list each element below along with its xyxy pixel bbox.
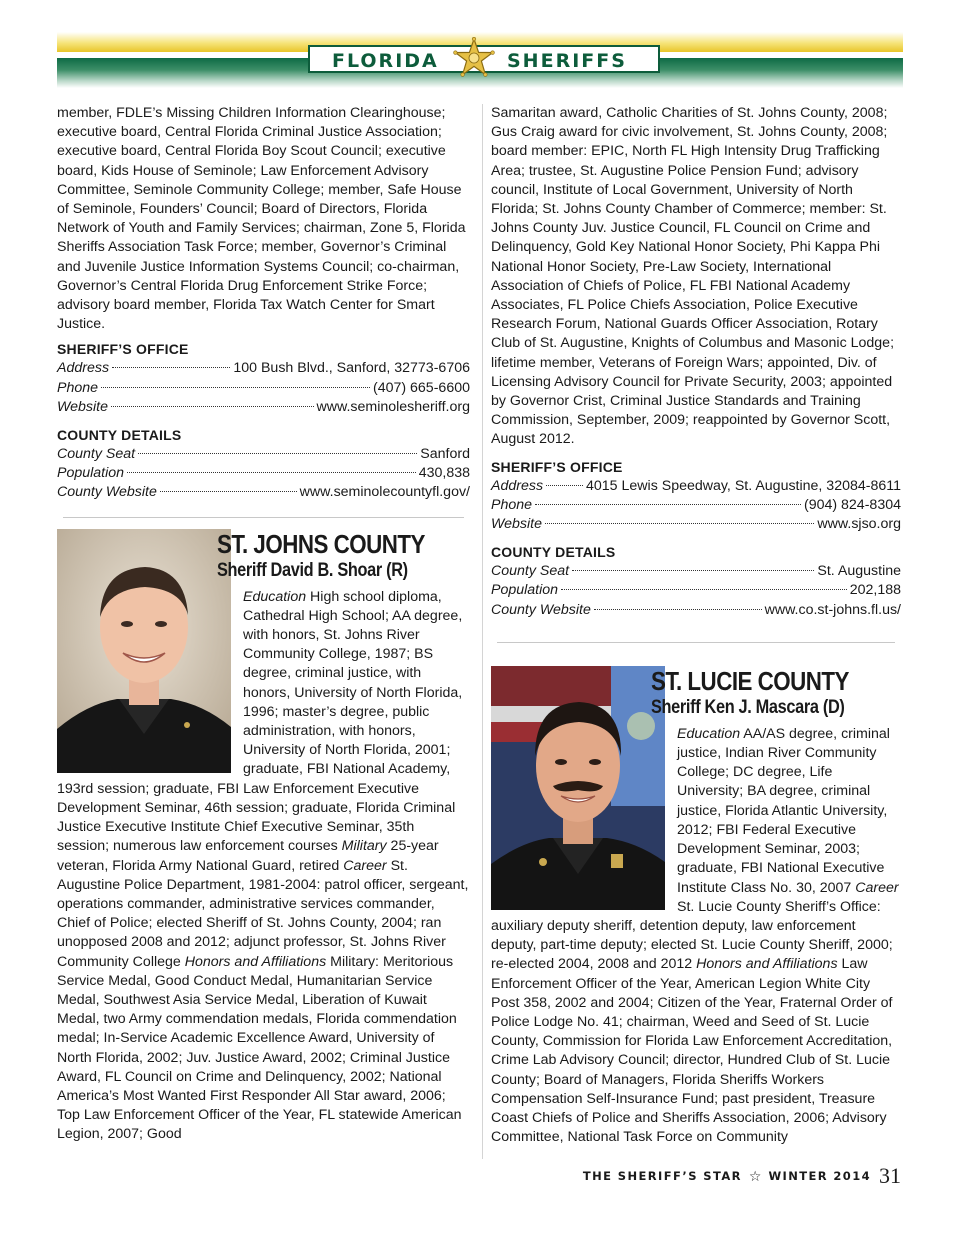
office-phone-row: Phone (407) 665-6600 [57,379,470,396]
county-details-heading: COUNTY DETAILS [491,544,616,561]
county-website-row: County Website www.co.st-johns.fl.us/ [491,601,901,618]
office-address-row: Address 4015 Lewis Speedway, St. Augustine, 32084-8611 [491,477,901,494]
sheriff-bio: Education AA/AS degree, criminal justice, Indian River Community College; DC degree, Life University; BA degree, criminal justice, Florida Atlantic University, 2012; FBI Federal Executive Development Seminar, 2003; graduate, FBI National Executive Institute Class No. 30, 2007 Career St. Lucie County Sheriff’s Office: auxiliary deputy sheriff, detention deputy, law enforcement deputy, part-time deputy; elected St. Lucie County Sheriff, 2000; re-elected 2004, 2008 and 2012 Honors and Affiliations Law Enforcement Officer of the Year, American Legion White City Post 358, 2002 and 2004; Citizen of the Year, Fraternal Order of Police Lodge No. 41; chairman, Weed and Seed of St. Lucie County, Commission for Florida Law Enforcement Accreditation, Crime Lab Advisory Council; director, Hundred Club of St. Lucie County; Board of Managers, Florida Sheriffs Workers Compensation Self-Insurance Fund; past president, Treasure Coast Chiefs of Police and Sheriffs Association, 2006; Advisory Committee, National Task Force on Community [491,725,899,1146]
county-website-row: County Website www.seminolecountyfl.gov/ [57,484,470,501]
profile-st-johns [57,529,470,1145]
sheriff-bio: Education High school diploma, Cathedral High School; AA degree, with honors, St. Johns River Community College, 1987; BS degree, criminal justice, with honors, University of North Florida, 1996; master’s degree, public administration, with honors, University of North Florida, 2001; graduate, FBI National Academy, 193rd session; graduate, FBI Law Enforcement Executive Development Seminar, 46th session; graduate, Florida Criminal Justice Executive Institute Chief Executive Seminar, 35th session; numerous law enforcement courses Military 25-year veteran, Florida Army National Guard, retired Career St. Augustine Police Department, 1981-2004: patrol officer, sergeant, operations commander, administrative services commander, Chief of Police; elected Sheriff of St. Johns County, 2004; ran unopposed 2008 and 2012; adjunct professor, St. Johns River Community College Honors and Affiliations Military: Meritorious Service Medal, Good Conduct Medal, Humanitarian Service Medal, Southwest Asia Service Medal, Liberation of Kuwait Medal, two Army commendation medals, Florida commendation medal; In-Service Academic Excellence Award, University of North Florida, 2002; Juv. Justice Award, 2002; Criminal Justice Award, FL Council on Crime and Delinquency, 2002; National America’s Most Wanted First Responder All Star award, 2006; Top Law Enforcement Officer of the Year, FL statewide American Legion, 2007; Good [57,588,469,1143]
star-outline-icon: ☆ [748,1167,762,1184]
sheriffs-office-heading: SHERIFF’S OFFICE [491,458,623,475]
page-number: 31 [879,1163,901,1188]
county-name: ST. JOHNS COUNTY [216,528,425,559]
banner-title-right: SHERIFFS [507,50,627,72]
section-divider [497,642,895,643]
county-name: ST. LUCIE COUNTY [650,665,849,696]
banner-title-left: FLORIDA [332,50,439,72]
county-seat-row: County Seat St. Augustine [491,563,901,580]
page-banner [57,32,903,88]
sheriff-star-icon [453,37,495,79]
sheriffs-office-heading: SHERIFF’S OFFICE [57,341,189,358]
office-address-row: Address 100 Bush Blvd., Sanford, 32773-6706 [57,360,470,377]
left-column [57,104,470,1145]
bio-continued: member, FDLE’s Missing Children Information Clearinghouse; executive board, Central Florida Criminal Justice Association; executive board, Central Florida Boy Scout Council; executive board, Kids House of Seminole; Law Enforcement Advisory Committee, Seminole Community College; member, Safe House of Seminole, Founders’ Council; Board of Directors, Florida Network of Youth and Family Services; chairman, Zone 5, Florida Sheriffs Association Task Force; member, Governor’s Criminal and Juvenile Justice Information Systems Council; co-chairman, Governor’s Central Florida Drug Enforcement Strike Force; advisory board member, Florida Tax Watch Center for Smart Justice. [57,105,466,333]
county-population-row: Population 430,838 [57,465,470,482]
office-phone-row: Phone (904) 824-8304 [491,496,901,513]
publication-name: THE SHERIFF’S STAR [582,1169,742,1183]
bio-continued: Samaritan award, Catholic Charities of St. Johns County, 2008; Gus Craig award for civic involvement, St. Johns County, 2008; board member: EPIC, North FL High Intensity Drug Trafficking Area; trustee, St. Augustine Police Pension Fund; advisory council, Institute of Local Government, University of North Florida; St. Johns County Chamber of Commerce; member: St. Johns County Juv. Justice Council, FL Council on Crime and Delinquency, Gold Key National Honor Society, Phi Kappa Phi National Honor Society, Pre-Law Society, International Association of Chiefs of Police, FL FBI National Academy Associates, FL Police Chiefs Association, Police Executive Research Forum, National Guards Officer Association, Rotary Club of St. Augustine, Knights of Columbus and Masonic Lodge; lifetime member, Veterans of Foreign Wars; appointed, Div. of Licensing Advisory Council for Private Security, 2003; appointed by Governor Crist, Criminal Justice Standards and Training Commission, September, 2009; reappointed by Governor Scott, August 2012. [491,105,895,448]
banner-title-box [308,45,660,73]
column-divider [482,104,483,1159]
sheriff-name: Sheriff David B. Shoar (R) [216,559,408,581]
section-divider [63,517,464,518]
right-column [491,104,901,1147]
county-details-heading: COUNTY DETAILS [57,427,182,444]
office-website-row: Website www.seminolesheriff.org [57,398,470,415]
profile-st-lucie [491,666,901,1147]
county-population-row: Population 202,188 [491,582,901,599]
issue-season: WINTER 2014 [768,1169,871,1183]
county-seat-row: County Seat Sanford [57,446,470,463]
sheriff-name: Sheriff Ken J. Mascara (D) [650,696,845,718]
office-website-row: Website www.sjso.org [491,516,901,533]
page-footer [583,1163,901,1189]
